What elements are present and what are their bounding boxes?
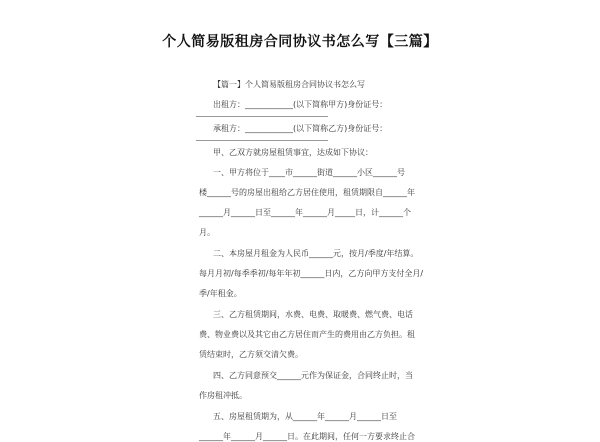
divider-line <box>196 116 328 117</box>
clause-5-line: ______年______月______日。在此期间，任何一方要求终止合 <box>199 432 415 441</box>
clause-5-line: 五、房屋租赁期为，从______年______月______日至 <box>213 412 397 421</box>
section-heading: 【篇一】个人简易版租房合同协议书怎么写 <box>213 80 365 89</box>
agreement-intro: 甲、乙双方就房屋租赁事宜，达成如下协议： <box>213 148 373 157</box>
clause-2-line: 每月月初/每季季初/每年年初______日内，乙方向甲方支付全月/ <box>199 269 424 278</box>
clause-1-line: 一、甲方将位于____市______街道______小区______号 <box>213 168 405 177</box>
clause-4-line: 四、乙方同意预交______元作为保证金，合同终止时，当 <box>213 371 413 380</box>
divider-line <box>196 140 328 141</box>
lessor-line: 出租方：____________(以下简称甲方)身份证号： <box>213 100 388 109</box>
clause-1-line: ______月______日至______年______月_____日，计______个 <box>199 208 411 217</box>
clause-1-line: 楼______号的房屋出租给乙方居住使用，租赁期限自______年 <box>199 188 415 197</box>
clause-3-line: 赁结束时，乙方须交清欠费。 <box>199 350 303 359</box>
clause-2-line: 季/年租金。 <box>199 289 242 298</box>
document-title: 个人简易版租房合同协议书怎么写【三篇】 <box>162 34 438 50</box>
clause-3-line: 三、乙方租赁期间，水费、电费、取暖费、燃气费、电话 <box>213 310 413 319</box>
lessee-line: 承租方：____________(以下简称乙方)身份证号： <box>213 124 388 133</box>
document-body <box>199 80 424 442</box>
clause-3-line: 费、物业费以及其它由乙方居住而产生的费用由乙方负担。租 <box>199 330 415 339</box>
clause-4-line: 作房租冲抵。 <box>199 391 247 400</box>
clause-1-line: 月。 <box>199 228 215 237</box>
clause-2-line: 二、本房屋月租金为人民币______元，按月/季度/年结算。 <box>213 249 419 258</box>
